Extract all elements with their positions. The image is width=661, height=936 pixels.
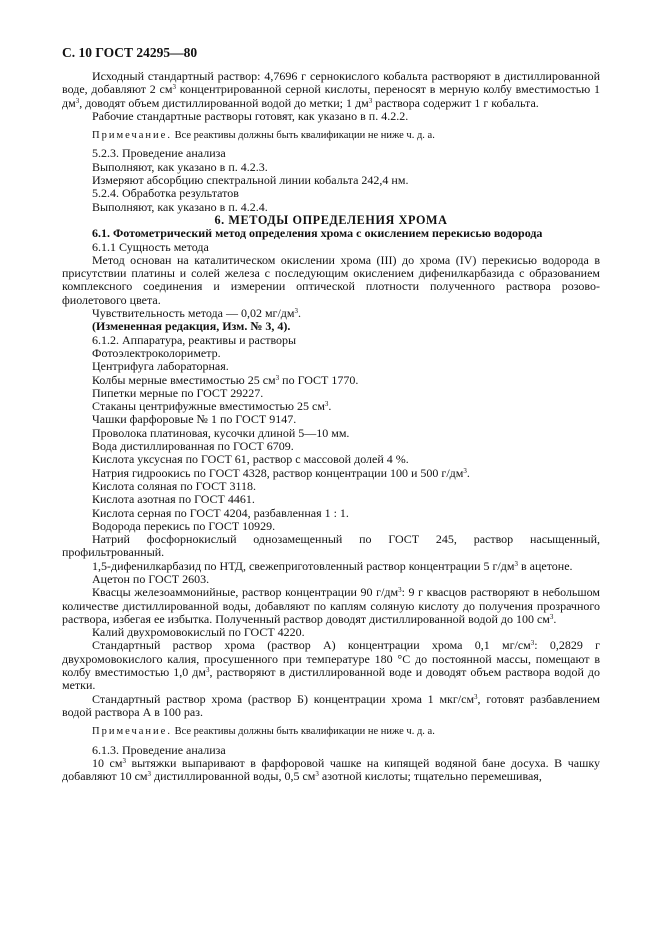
edition-note: (Измененная редакция, Изм. № 3, 4).	[92, 319, 291, 334]
page-content	[62, 70, 600, 783]
subsection-5-2-3-heading: 5.2.3. Проведение анализа	[92, 146, 226, 161]
note-label: Примечание.	[92, 726, 172, 738]
note-text: Все реактивы должны быть квалификации не ниже ч. д. а.	[174, 726, 435, 738]
list-item: Фотоэлектроколориметр.	[92, 345, 221, 360]
paragraph-diphenylcarbazide: 1,5-дифенилкарбазид по НТД, свежеприготовленный раствор концентрации 5 $г/дм^3$ в ацетоне.	[92, 558, 573, 573]
list-item: Проволока платиновая, кусочки длиной 5—10 мм.	[92, 425, 350, 440]
paragraph-5-2-3-line-1: Выполняют, как указано в п. 4.2.3.	[92, 159, 268, 174]
paragraph-potassium-dichromate: Калий двухромовокислый по ГОСТ 4220.	[92, 625, 305, 640]
paragraph-5-2-4-line-1: Выполняют, как указано в п. 4.2.4.	[92, 199, 268, 214]
paragraph-standard-solution-a: Стандартный раствор хрома (раствор А) концентрации хрома 0,1 $мг/см^3$: 0,2829 г двухромовокислого калия, просушенного при температуре 180 °С до постоянной массы, помещают в колбу вместимостью 1,0 $дм^3$, растворяют в дистиллированной воде и доводят объем раствора водой до метки.	[62, 638, 600, 693]
list-item: Вода дистиллированная по ГОСТ 6709.	[92, 439, 294, 454]
list-item: Центрифуга лабораторная.	[92, 359, 229, 374]
note-label: Примечание.	[92, 130, 172, 142]
list-item: Кислота серная по ГОСТ 4204, разбавленная 1 : 1.	[92, 505, 349, 520]
subsection-6-1-1-heading: 6.1.1 Сущность метода	[92, 239, 209, 254]
list-item: Водорода перекись по ГОСТ 10929.	[92, 518, 276, 533]
paragraph-working-solutions: Рабочие стандартные растворы готовят, как указано в п. 4.2.2.	[92, 108, 409, 123]
paragraph-acetone: Ацетон по ГОСТ 2603.	[92, 571, 210, 586]
note-text: Все реактивы должны быть квалификации не ниже ч. д. а.	[174, 130, 435, 142]
list-item: Стаканы центрифужные вместимостью 25 $см^3$.	[92, 399, 332, 414]
paragraph-method-essence: Метод основан на каталитическом окислении хрома (III) до хрома (IV) перекисью водорода в присутствии платины и солей железа с последующим окислением дифенилкарбазида с образованием комплексного соединения и измерении оптической плотности полученного раствора розово-фиолетового цвета.	[62, 252, 600, 307]
paragraph-stock-solution: Исходный стандартный раствор: 4,7696 г сернокислого кобальта растворяют в дистиллированной воде, добавляют 2 $см^3$ концентрированной серной кислоты, переносят в мерную колбу вместимостью 1 $дм^3$, доводят объем дистиллированной водой до метки; 1 $дм^3$ раствора содержит 1 г кобальта.	[62, 69, 600, 110]
paragraph-sodium-phosphate: Натрий фосфорнокислый однозамещенный по ГОСТ 245, раствор насыщенный, профильтрованный.	[62, 532, 600, 560]
note	[62, 725, 600, 738]
list-item: Чашки фарфоровые № 1 по ГОСТ 9147.	[92, 412, 297, 427]
list-item: Пипетки мерные по ГОСТ 29227.	[92, 385, 264, 400]
list-item: Кислота соляная по ГОСТ 3118.	[92, 478, 257, 493]
page-header: С. 10 ГОСТ 24295—80	[62, 45, 198, 60]
subsection-6-1-3-heading: 6.1.3. Проведение анализа	[92, 742, 226, 757]
list-item: Колбы мерные вместимостью 25 $см^3$ по ГОСТ 1770.	[92, 372, 359, 387]
paragraph-5-2-3-line-2: Измеряют абсорбцию спектральной линии кобальта 242,4 нм.	[92, 173, 409, 188]
list-item: Натрия гидроокись по ГОСТ 4328, раствор концентрации 100 и 500 $г/дм^3$.	[92, 465, 470, 480]
paragraph-iron-alum: Квасцы железоаммонийные, раствор концентрации 90 $г/дм^3$: 9 г квасцов растворяют в небольшом количестве дистиллированной воды, добавляют по каплям соляную кислоту до получения прозрачного раствора, избегая ее избытка. Полученный раствор доводят дистиллированной водой до 100 $см^3$.	[62, 585, 601, 626]
paragraph-sensitivity: Чувствительность метода — 0,02 $мг/дм^3$.	[92, 306, 301, 321]
paragraph-standard-solution-b: Стандартный раствор хрома (раствор Б) концентрации хрома 1 мкг/$см^3$, готовят разбавлением водой раствора А в 100 раз.	[62, 691, 600, 719]
subsection-6-1-heading: 6.1. Фотометрический метод определения хрома с окислением перекисью водорода	[92, 226, 543, 241]
list-item: Кислота уксусная по ГОСТ 61, раствор с массовой долей 4 %.	[92, 452, 409, 467]
section-6-title: 6. МЕТОДЫ ОПРЕДЕЛЕНИЯ ХРОМА	[214, 212, 448, 227]
subsection-6-1-2-heading: 6.1.2. Аппаратура, реактивы и растворы	[92, 332, 297, 347]
subsection-5-2-4-heading: 5.2.4. Обработка результатов	[92, 186, 239, 201]
note	[62, 129, 600, 142]
paragraph-analysis-procedure: 10 $см^3$ вытяжки выпаривают в фарфоровой чашке на кипящей водяной бане досуха. В чашку добавляют 10 $см^3$ дистиллированной воды, 0,5 $см^3$ азотной кислоты; тщательно перемешивая,	[62, 755, 600, 784]
list-item: Кислота азотная по ГОСТ 4461.	[92, 492, 255, 507]
